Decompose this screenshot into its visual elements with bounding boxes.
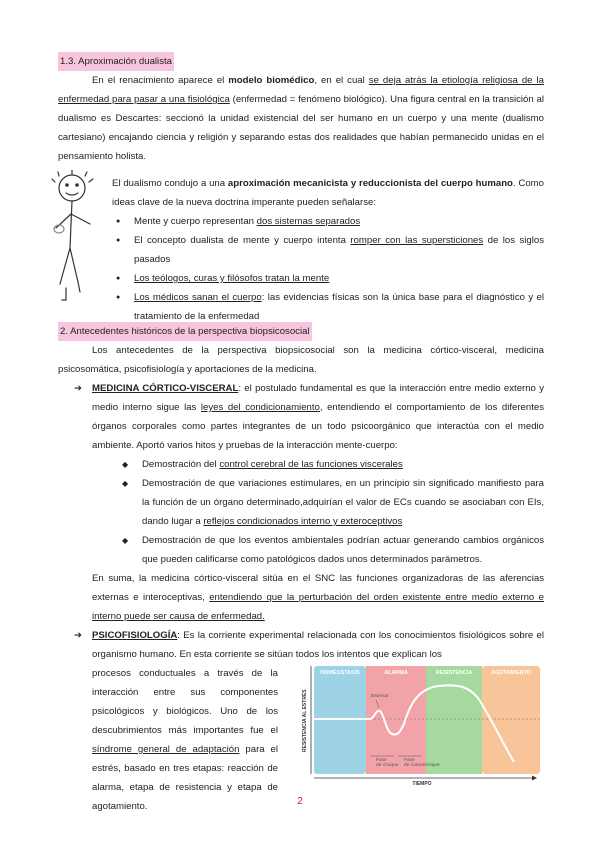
underlined-text: Los teólogos, curas y filósofos tratan la mente [134,273,330,284]
list-item [112,212,544,231]
text-run: . Como ideas clave de la nueva doctrina imperante pueden señalarse: [112,178,544,208]
text-run: Demostración de que variaciones estimulares, en un principio sin significado manifiesto para la función de un órgano determinado,adquirían el valor de ECs cuando se asociaban con EIs, dando lugar a [142,478,544,527]
text-run: para el estrés, basado en tres etapas: reacción de alarma, etapa de resistencia y etapa de agotamiento. [92,744,279,812]
underlined-text: PSICOFISIOLOGÍA [92,630,178,641]
section-heading-1-3: 1.3. Aproximación dualista [58,52,174,71]
phase-label: Fase [376,758,387,763]
underlined-text: dos sistemas separados [256,216,361,227]
cortico-visceral-text [92,379,544,455]
psicofisiologia-text [92,626,544,664]
paragraph-mechanistic [112,174,544,212]
paragraph-summary [92,569,544,626]
stressor-label: Estresor [371,694,389,699]
item-psicofisiologia [74,626,544,664]
stress-adaptation-figure [300,664,544,786]
band-label: HOMEOSTASIS [320,670,360,676]
y-axis-label: RESISTENCIA AL ESTRÉS [302,689,308,752]
text-run: , entendiendo el comportamiento de los diferentes órganos corporales como partes integrantes de un todo psicoorgánico que interactúa con el medio ambiente. Aportó varios hitos y pruebas de la interacción mente-cuerpo: [92,402,545,451]
band-label: ALARMA [384,670,408,676]
paragraph-antecedents [58,341,544,379]
underlined-text: control cerebral de las funciones viscerales [219,459,403,470]
text-run: Los antecedentes de la perspectiva biopsicosocial son la medicina córtico-visceral, medicina psicosomática, psicofisiología y aportaciones de la medicina. [58,345,544,375]
item-cortico-visceral [74,379,544,455]
band-label: RESISTENCIA [435,670,473,676]
band-label: AGOTAMIENTO [491,670,531,676]
text-run: de los siglos pasados [134,235,544,265]
underlined-text: romper con las supersticiones [350,235,484,246]
underlined-text: leyes del condicionamiento [200,402,320,413]
section-2 [58,322,544,664]
bold-text: modelo biomédico [228,75,315,86]
paragraph-dualism [58,71,544,166]
band-resistencia [426,666,482,774]
stick-figure-icon [50,170,108,310]
x-axis-label: TIEMPO [412,781,432,786]
underlined-text: MEDICINA CÓRTICO-VISCERAL [92,383,239,394]
phase-label: Fase [404,758,415,763]
underlined-text: reflejos condicionados interno y exteroceptivos [203,516,403,527]
text-run: : Es la corriente experimental relacionada con los conocimientos fisiológicos sobre el organismo humano. En esta corriente se sitúan todos los intentos que explican los [92,630,544,660]
band-alarma [366,666,426,774]
underlined-text: se deja atrás la etiología religiosa de la enfermedad para pasar a una fisiológica [58,75,544,105]
psicofisiologia-continuation [92,664,278,816]
list-item [112,231,544,269]
text-run: (enfermedad = fenómeno biológico). Una figura central en la transición al dualismo es Descartes: seccionó la unidad existencial del ser humano en un cuerpo y una mente (dualismo cartesiano) encajando ciencia y religión y separando estas dos realidades que habían permanecido unidas en el pensamiento holista. [58,94,544,162]
text-run: El concepto dualista de mente y cuerpo intenta [134,235,351,246]
text-run: Demostración de que los eventos ambientales podrían actuar generando cambios orgánicos que pueden calificarse como patológicos dados unos determinados parámetros. [142,535,544,565]
arrow-icon: ➔ [74,383,83,394]
list-item [120,455,544,474]
page-number: 2 [297,796,303,807]
text-run: : el postulado fundamental es que la interacción entre medio externo y medio interno sigue las [92,383,544,413]
text-run: , en el cual [314,75,369,86]
list-item [120,531,544,569]
milestones-list [120,455,544,569]
list-item [112,288,544,326]
underlined-text: Los médicos sanan el cuerpo [134,292,262,303]
text-run: Mente y cuerpo representan [134,216,257,227]
arrow-icon: ➔ [74,630,83,641]
section-heading-2: 2. Antecedentes históricos de la perspectiva biopsicosocial [58,322,312,341]
dualism-ideas [112,174,544,326]
text-run: El dualismo condujo a una [112,178,228,189]
phase-label: de choque [376,763,399,768]
list-item [112,269,544,288]
text-run: procesos conductuales a través de la interacción entre sus componentes psicológicos y biológicos. Uno de los descubrimientos más importantes fue el [92,668,278,736]
section-1-3 [58,52,544,166]
underlined-text: entendiendo que la perturbación del orden existente entre medio externo e interno puede ser causa de enfermedad. [92,592,544,622]
text-run: Demostración del [142,459,220,470]
text-run: En suma, la medicina córtico-visceral sitúa en el SNC las funciones organizadoras de las aferencias externas e interoceptivas, [92,573,544,603]
key-ideas-list [112,212,544,326]
text-run: En el renacimiento aparece el [92,75,229,86]
bold-text: aproximación mecanicista y reduccionista del cuerpo humano [227,178,513,189]
text-run: : las evidencias físicas son la única base para el diagnóstico y el tratamiento de la enfermedad [134,292,544,322]
underlined-text: síndrome general de adaptación [92,744,240,755]
phase-label: de contrachoque [404,763,440,768]
list-item [120,474,544,531]
